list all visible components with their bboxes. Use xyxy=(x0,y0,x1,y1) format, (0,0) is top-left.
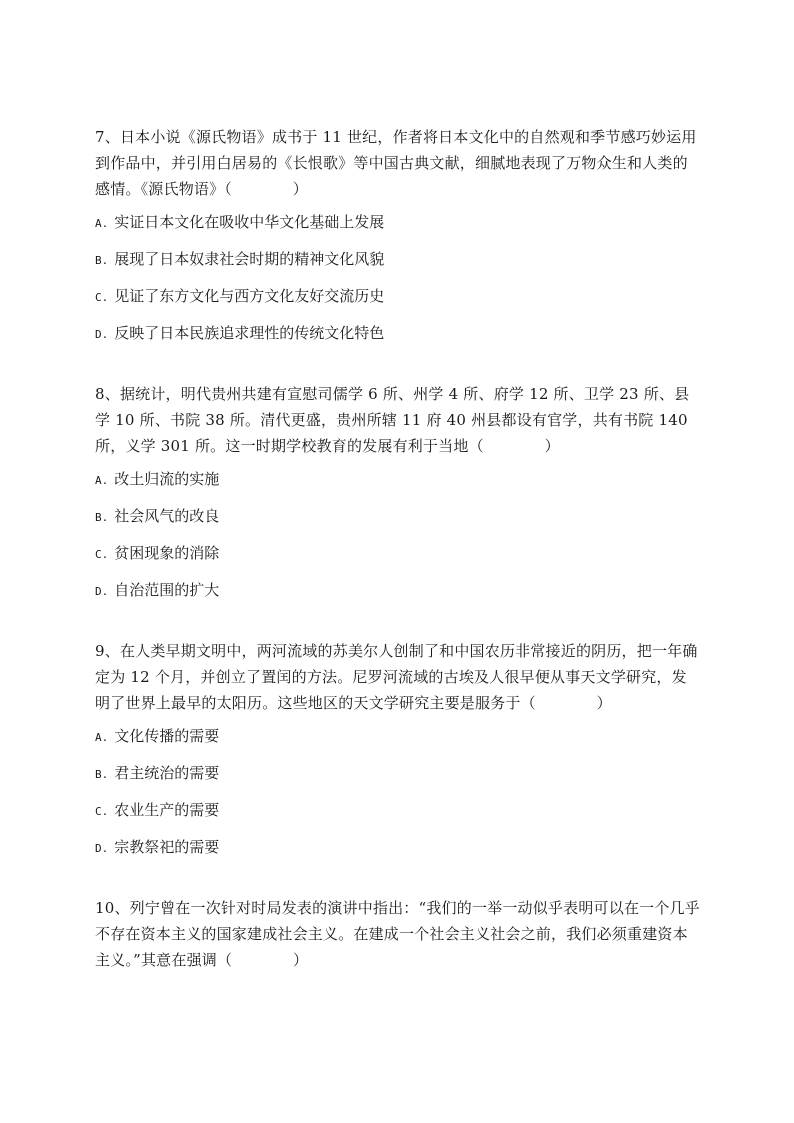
option-a[interactable] xyxy=(95,469,700,491)
option-text: 农业生产的需要 xyxy=(114,801,220,819)
option-letter: C. xyxy=(95,805,109,818)
option-d[interactable] xyxy=(95,837,700,859)
option-text: 反映了日本民族追求理性的传统文化特色 xyxy=(114,324,385,342)
option-b[interactable] xyxy=(95,763,700,785)
option-letter: B. xyxy=(95,768,109,781)
question-10 xyxy=(95,895,700,973)
option-c[interactable] xyxy=(95,800,700,822)
option-text: 见证了东方文化与西方文化友好交流历史 xyxy=(114,287,385,305)
option-letter: D. xyxy=(95,585,109,598)
option-a[interactable] xyxy=(95,212,700,234)
option-text: 社会风气的改良 xyxy=(114,507,220,525)
option-letter: D. xyxy=(95,328,109,341)
option-text: 君主统治的需要 xyxy=(114,764,220,782)
question-9 xyxy=(95,638,700,859)
option-letter: B. xyxy=(95,511,109,524)
option-letter: A. xyxy=(95,217,109,230)
option-c[interactable] xyxy=(95,286,700,308)
option-letter: A. xyxy=(95,474,109,487)
option-text: 实证日本文化在吸收中华文化基础上发展 xyxy=(114,213,385,231)
option-text: 自治范围的扩大 xyxy=(114,581,220,599)
option-d[interactable] xyxy=(95,323,700,345)
option-text: 文化传播的需要 xyxy=(114,727,220,745)
option-letter: C. xyxy=(95,548,109,561)
option-c[interactable] xyxy=(95,543,700,565)
option-text: 贫困现象的消除 xyxy=(114,544,220,562)
question-stem: 7、日本小说《源氏物语》成书于 11 世纪，作者将日本文化中的自然观和季节感巧妙运用到作品中，并引用白居易的《长恨歌》等中国古典文献，细腻地表现了万物众生和人类的感情。《源氏物语》（ ） xyxy=(95,128,697,198)
question-stem: 8、据统计，明代贵州共建有宣慰司儒学 6 所、州学 4 所、府学 12 所、卫学 23 所、县学 10 所、书院 38 所。清代更盛，贵州所辖 11 府 40 州县都设有官学，共有书院 140 所，义学 301 所。这一时期学校教育的发展有利于当地（ ） xyxy=(95,385,690,455)
question-8 xyxy=(95,381,700,602)
question-stem: 10、列宁曾在一次针对时局发表的演讲中指出：“我们的一举一动似乎表明可以在一个几乎不存在资本主义的国家建成社会主义。在建成一个社会主义社会之前，我们必须重建资本主义。”其意在强调（ ） xyxy=(95,899,700,969)
option-letter: C. xyxy=(95,291,109,304)
option-b[interactable] xyxy=(95,506,700,528)
question-stem: 9、在人类早期文明中，两河流域的苏美尔人创制了和中国农历非常接近的阴历，把一年确定为 12 个月，并创立了置闰的方法。尼罗河流域的古埃及人很早便从事天文学研究，发明了世界上最早的太阳历。这些地区的天文学研究主要是服务于（ ） xyxy=(95,642,698,712)
option-a[interactable] xyxy=(95,726,700,748)
option-letter: A. xyxy=(95,731,109,744)
option-b[interactable] xyxy=(95,249,700,271)
option-text: 展现了日本奴隶社会时期的精神文化风貌 xyxy=(114,250,385,268)
option-letter: D. xyxy=(95,842,109,855)
option-text: 宗教祭祀的需要 xyxy=(114,838,220,856)
question-7 xyxy=(95,124,700,345)
option-d[interactable] xyxy=(95,580,700,602)
option-text: 改土归流的实施 xyxy=(114,470,220,488)
option-letter: B. xyxy=(95,254,109,267)
